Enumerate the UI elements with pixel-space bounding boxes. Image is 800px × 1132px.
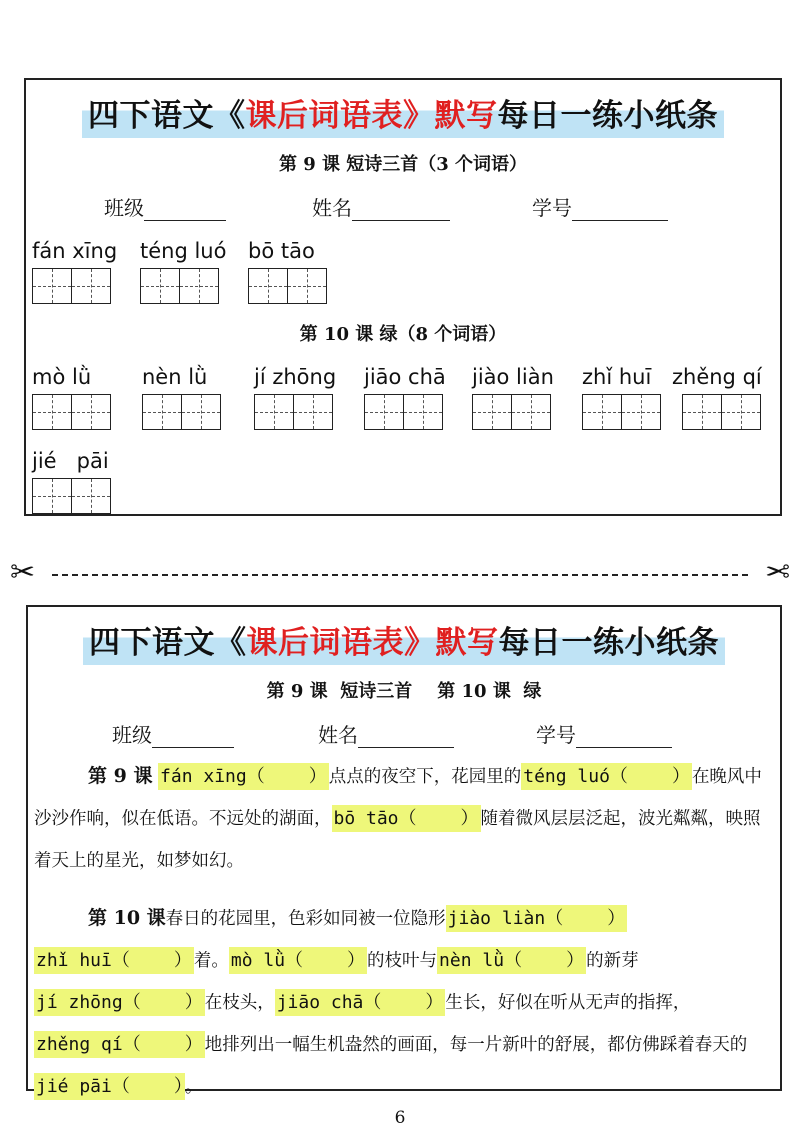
pinyin-blank[interactable]: zhǐ huī（ ） [34, 947, 194, 974]
writing-box[interactable] [293, 394, 333, 430]
cut-line [10, 555, 790, 590]
word-item [32, 238, 117, 304]
writing-box[interactable] [179, 268, 219, 304]
pinyin-blank[interactable]: jiāo chā（ ） [275, 989, 446, 1016]
paragraph-text: 的枝叶与 [367, 951, 438, 971]
paragraph-text: 点点的夜空下，花园里的 [328, 767, 522, 787]
paragraph-text: 在枝头， [204, 993, 275, 1013]
scissors-icon: ✂ [10, 555, 36, 590]
writing-box[interactable] [254, 394, 294, 430]
worksheet-card-bottom [26, 605, 782, 1097]
writing-box[interactable] [403, 394, 443, 430]
word-pinyin: zhěng qí [672, 365, 762, 389]
paragraph-text: 春日的花园里，色彩如同被一位隐形 [165, 909, 446, 929]
writing-box[interactable] [364, 394, 404, 430]
writing-box[interactable] [32, 478, 72, 514]
paragraph-text: 生长，好似在听从无声的指挥， [445, 993, 691, 1013]
lesson10-paragraph [34, 897, 774, 1108]
writing-box[interactable] [721, 394, 761, 430]
word-pinyin: fán xīng [32, 239, 118, 263]
paragraph-label: 第 9 课 [88, 765, 153, 787]
name-field[interactable] [318, 719, 454, 748]
writing-box[interactable] [71, 478, 111, 514]
dashed-divider [52, 574, 748, 576]
word-pinyin: bō tāo [248, 239, 315, 263]
title-prefix: 四下语文《 [89, 625, 247, 661]
word-pinyin: jié pāi [32, 449, 109, 473]
title-red: 课后词语表》默写 [246, 625, 499, 661]
pinyin-blank[interactable]: jí zhōng（ ） [34, 989, 205, 1016]
scissors-icon: ✂ [764, 555, 790, 590]
title-prefix: 四下语文《 [88, 98, 246, 134]
word-item [254, 364, 336, 430]
class-label: 班级 [112, 723, 152, 747]
pinyin-blank[interactable]: nèn lǜ（ ） [437, 947, 586, 974]
paragraph-text: 随着微风层层泛起，波光粼粼，映照着天上的星光，如梦如幻。 [34, 809, 761, 871]
lesson10-heading: 第 10 课 绿（8 个词语） [299, 324, 507, 345]
title-row [28, 621, 780, 665]
paragraph-text: 着。 [193, 951, 229, 971]
class-label: 班级 [104, 196, 144, 220]
name-field[interactable] [312, 192, 450, 221]
word-item [364, 364, 446, 430]
writing-box[interactable] [287, 268, 327, 304]
word-item [140, 238, 226, 304]
word-pinyin: nèn lǜ [142, 365, 208, 389]
writing-box[interactable] [181, 394, 221, 430]
pinyin-blank[interactable]: fán xīng（ ） [158, 763, 329, 790]
paragraph-text: 。 [184, 1077, 203, 1097]
id-label: 学号 [536, 723, 576, 747]
pinyin-blank[interactable]: jiào liàn（ ） [446, 905, 628, 932]
word-pinyin: jiào liàn [472, 365, 554, 389]
page-number: 6 [394, 1108, 406, 1128]
writing-box[interactable] [140, 268, 180, 304]
writing-box[interactable] [71, 268, 111, 304]
pinyin-blank[interactable]: téng luó（ ） [521, 763, 692, 790]
student-id-field[interactable] [532, 192, 668, 221]
paragraph-text: 地排列出一幅生机盎然的画面，每一片新叶的舒展，都仿佛踩着春天的 [204, 1035, 748, 1055]
sheet-title [82, 94, 724, 138]
writing-box[interactable] [71, 394, 111, 430]
student-id-field[interactable] [536, 719, 672, 748]
pinyin-blank[interactable]: zhěng qí（ ） [34, 1031, 205, 1058]
class-field[interactable] [104, 192, 226, 221]
writing-box[interactable] [682, 394, 722, 430]
word-item [32, 448, 111, 514]
word-item [32, 364, 111, 430]
paragraph-text: 在晚风中沙沙作响，似在低语。不远处的湖面， [34, 767, 762, 829]
lessons-heading: 第 9 课 短诗三首 第 10 课 绿 [266, 681, 542, 702]
writing-box[interactable] [582, 394, 622, 430]
paragraph-label: 第 10 课 [88, 907, 166, 929]
word-pinyin: mò lǜ [32, 365, 92, 389]
writing-box[interactable] [248, 268, 288, 304]
pinyin-blank[interactable]: mò lǜ（ ） [229, 947, 367, 974]
name-label: 姓名 [318, 723, 358, 747]
writing-box[interactable] [32, 394, 72, 430]
word-item [472, 364, 554, 430]
pinyin-blank[interactable]: bō tāo（ ） [332, 805, 481, 832]
id-label: 学号 [532, 196, 572, 220]
title-red: 课后词语表》默写 [245, 98, 498, 134]
writing-box[interactable] [511, 394, 551, 430]
paragraph-text: 的新芽 [586, 951, 639, 971]
writing-box[interactable] [621, 394, 661, 430]
writing-box[interactable] [32, 268, 72, 304]
pinyin-blank[interactable]: jié pāi（ ） [34, 1073, 185, 1100]
lesson9-paragraph [34, 755, 774, 882]
word-pinyin: jiāo chā [364, 365, 446, 389]
word-pinyin: téng luó [140, 239, 227, 263]
word-pinyin: jí zhōng [254, 365, 337, 389]
word-pinyin: zhǐ huī [582, 365, 652, 389]
sheet-title [83, 621, 725, 665]
word-item [248, 238, 327, 304]
title-suffix: 每日一练小纸条 [497, 98, 718, 134]
writing-box[interactable] [142, 394, 182, 430]
word-item [582, 364, 661, 430]
title-row [26, 94, 780, 138]
worksheet-card-top [24, 78, 782, 516]
writing-box[interactable] [472, 394, 512, 430]
word-item [142, 364, 221, 430]
class-field[interactable] [112, 719, 234, 748]
title-suffix: 每日一练小纸条 [498, 625, 719, 661]
word-item [672, 364, 762, 430]
lesson9-heading: 第 9 课 短诗三首（3 个词语） [278, 154, 528, 175]
name-label: 姓名 [312, 196, 352, 220]
